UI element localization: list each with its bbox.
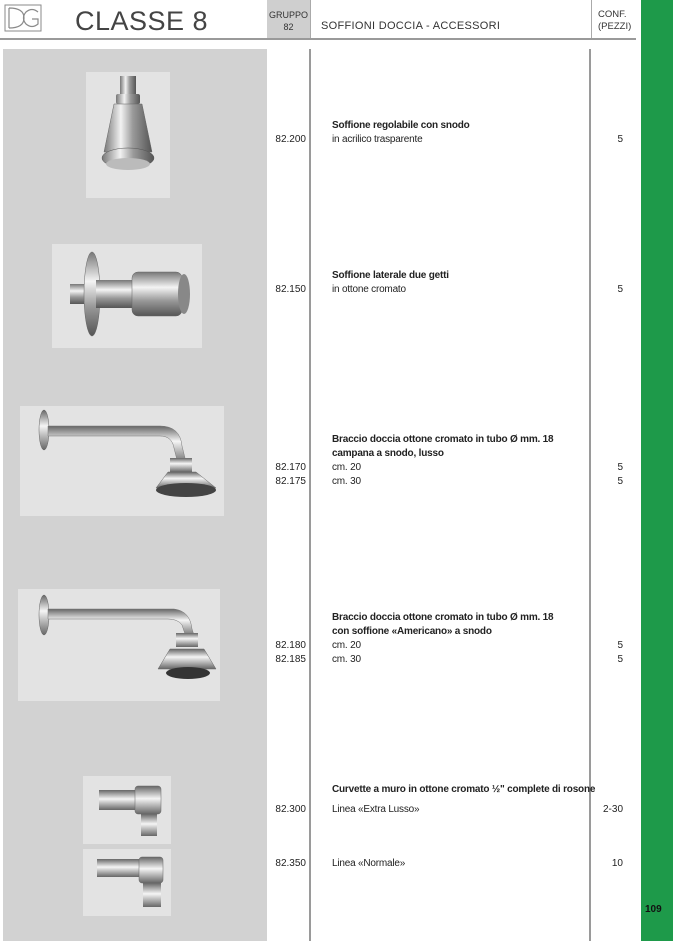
product-qty: 5: [617, 640, 623, 651]
product-title: Braccio doccia ottone cromato in tubo Ø mm. 18: [332, 612, 554, 623]
shower-head-adjustable-image: [86, 72, 170, 198]
product-code: 82.180: [275, 640, 306, 651]
product-code: 82.200: [275, 134, 306, 145]
product-variant: cm. 20: [332, 640, 361, 651]
product-title-line2: con soffione «Americano» a snodo: [332, 626, 492, 637]
product-qty: 5: [617, 476, 623, 487]
product-qty: 5: [617, 654, 623, 665]
shower-arm-american-image: [18, 589, 220, 701]
product-qty: 10: [611, 858, 623, 869]
classe-title: CLASSE 8: [75, 6, 209, 36]
product-code: 82.150: [275, 284, 306, 295]
product-code: 82.350: [275, 858, 306, 869]
gruppo-number: 82: [283, 22, 294, 32]
product-code: 82.175: [275, 476, 306, 487]
product-qty: 5: [617, 284, 623, 295]
wall-elbow-normale-image: [83, 849, 171, 916]
product-qty: 2-30: [602, 804, 623, 815]
gruppo-box: [267, 0, 310, 38]
wall-elbow-extra-lusso-image: [83, 776, 171, 844]
shower-arm-bell-image: [20, 406, 224, 516]
header-rule: [0, 38, 636, 40]
product-variant: cm. 30: [332, 654, 361, 665]
product-title: Curvette a muro in ottone cromato ½" complete di rosone: [332, 784, 596, 795]
product-code: 82.170: [275, 462, 306, 473]
product-subtitle: in acrilico trasparente: [332, 134, 423, 145]
product-qty: 5: [617, 134, 623, 145]
product-qty: 5: [617, 462, 623, 473]
conf-label: CONF.: [598, 9, 627, 20]
product-variant: Linea «Extra Lusso»: [332, 804, 420, 815]
side-accent-bar: [641, 0, 673, 941]
product-title: Soffione laterale due getti: [332, 270, 449, 281]
product-variant: cm. 20: [332, 462, 361, 473]
product-code: 82.300: [275, 804, 306, 815]
conf-unit: (PEZZI): [598, 21, 632, 32]
header-divider: [310, 0, 311, 38]
product-title: Braccio doccia ottone cromato in tubo Ø mm. 18: [332, 434, 554, 445]
side-shower-two-jets-image: [52, 244, 202, 348]
product-variant: cm. 30: [332, 476, 361, 487]
brand-logo: [4, 4, 42, 32]
page-number: 109: [645, 904, 662, 915]
product-title-line2: campana a snodo, lusso: [332, 448, 444, 459]
conf-header: [598, 9, 631, 33]
header-divider: [591, 0, 592, 38]
column-divider: [309, 49, 311, 941]
product-title: Soffione regolabile con snodo: [332, 120, 470, 131]
product-subtitle: in ottone cromato: [332, 284, 406, 295]
product-variant: Linea «Normale»: [332, 858, 406, 869]
category-title: SOFFIONI DOCCIA - ACCESSORI: [321, 20, 501, 32]
gruppo-label: GRUPPO: [268, 10, 308, 20]
product-code: 82.185: [275, 654, 306, 665]
